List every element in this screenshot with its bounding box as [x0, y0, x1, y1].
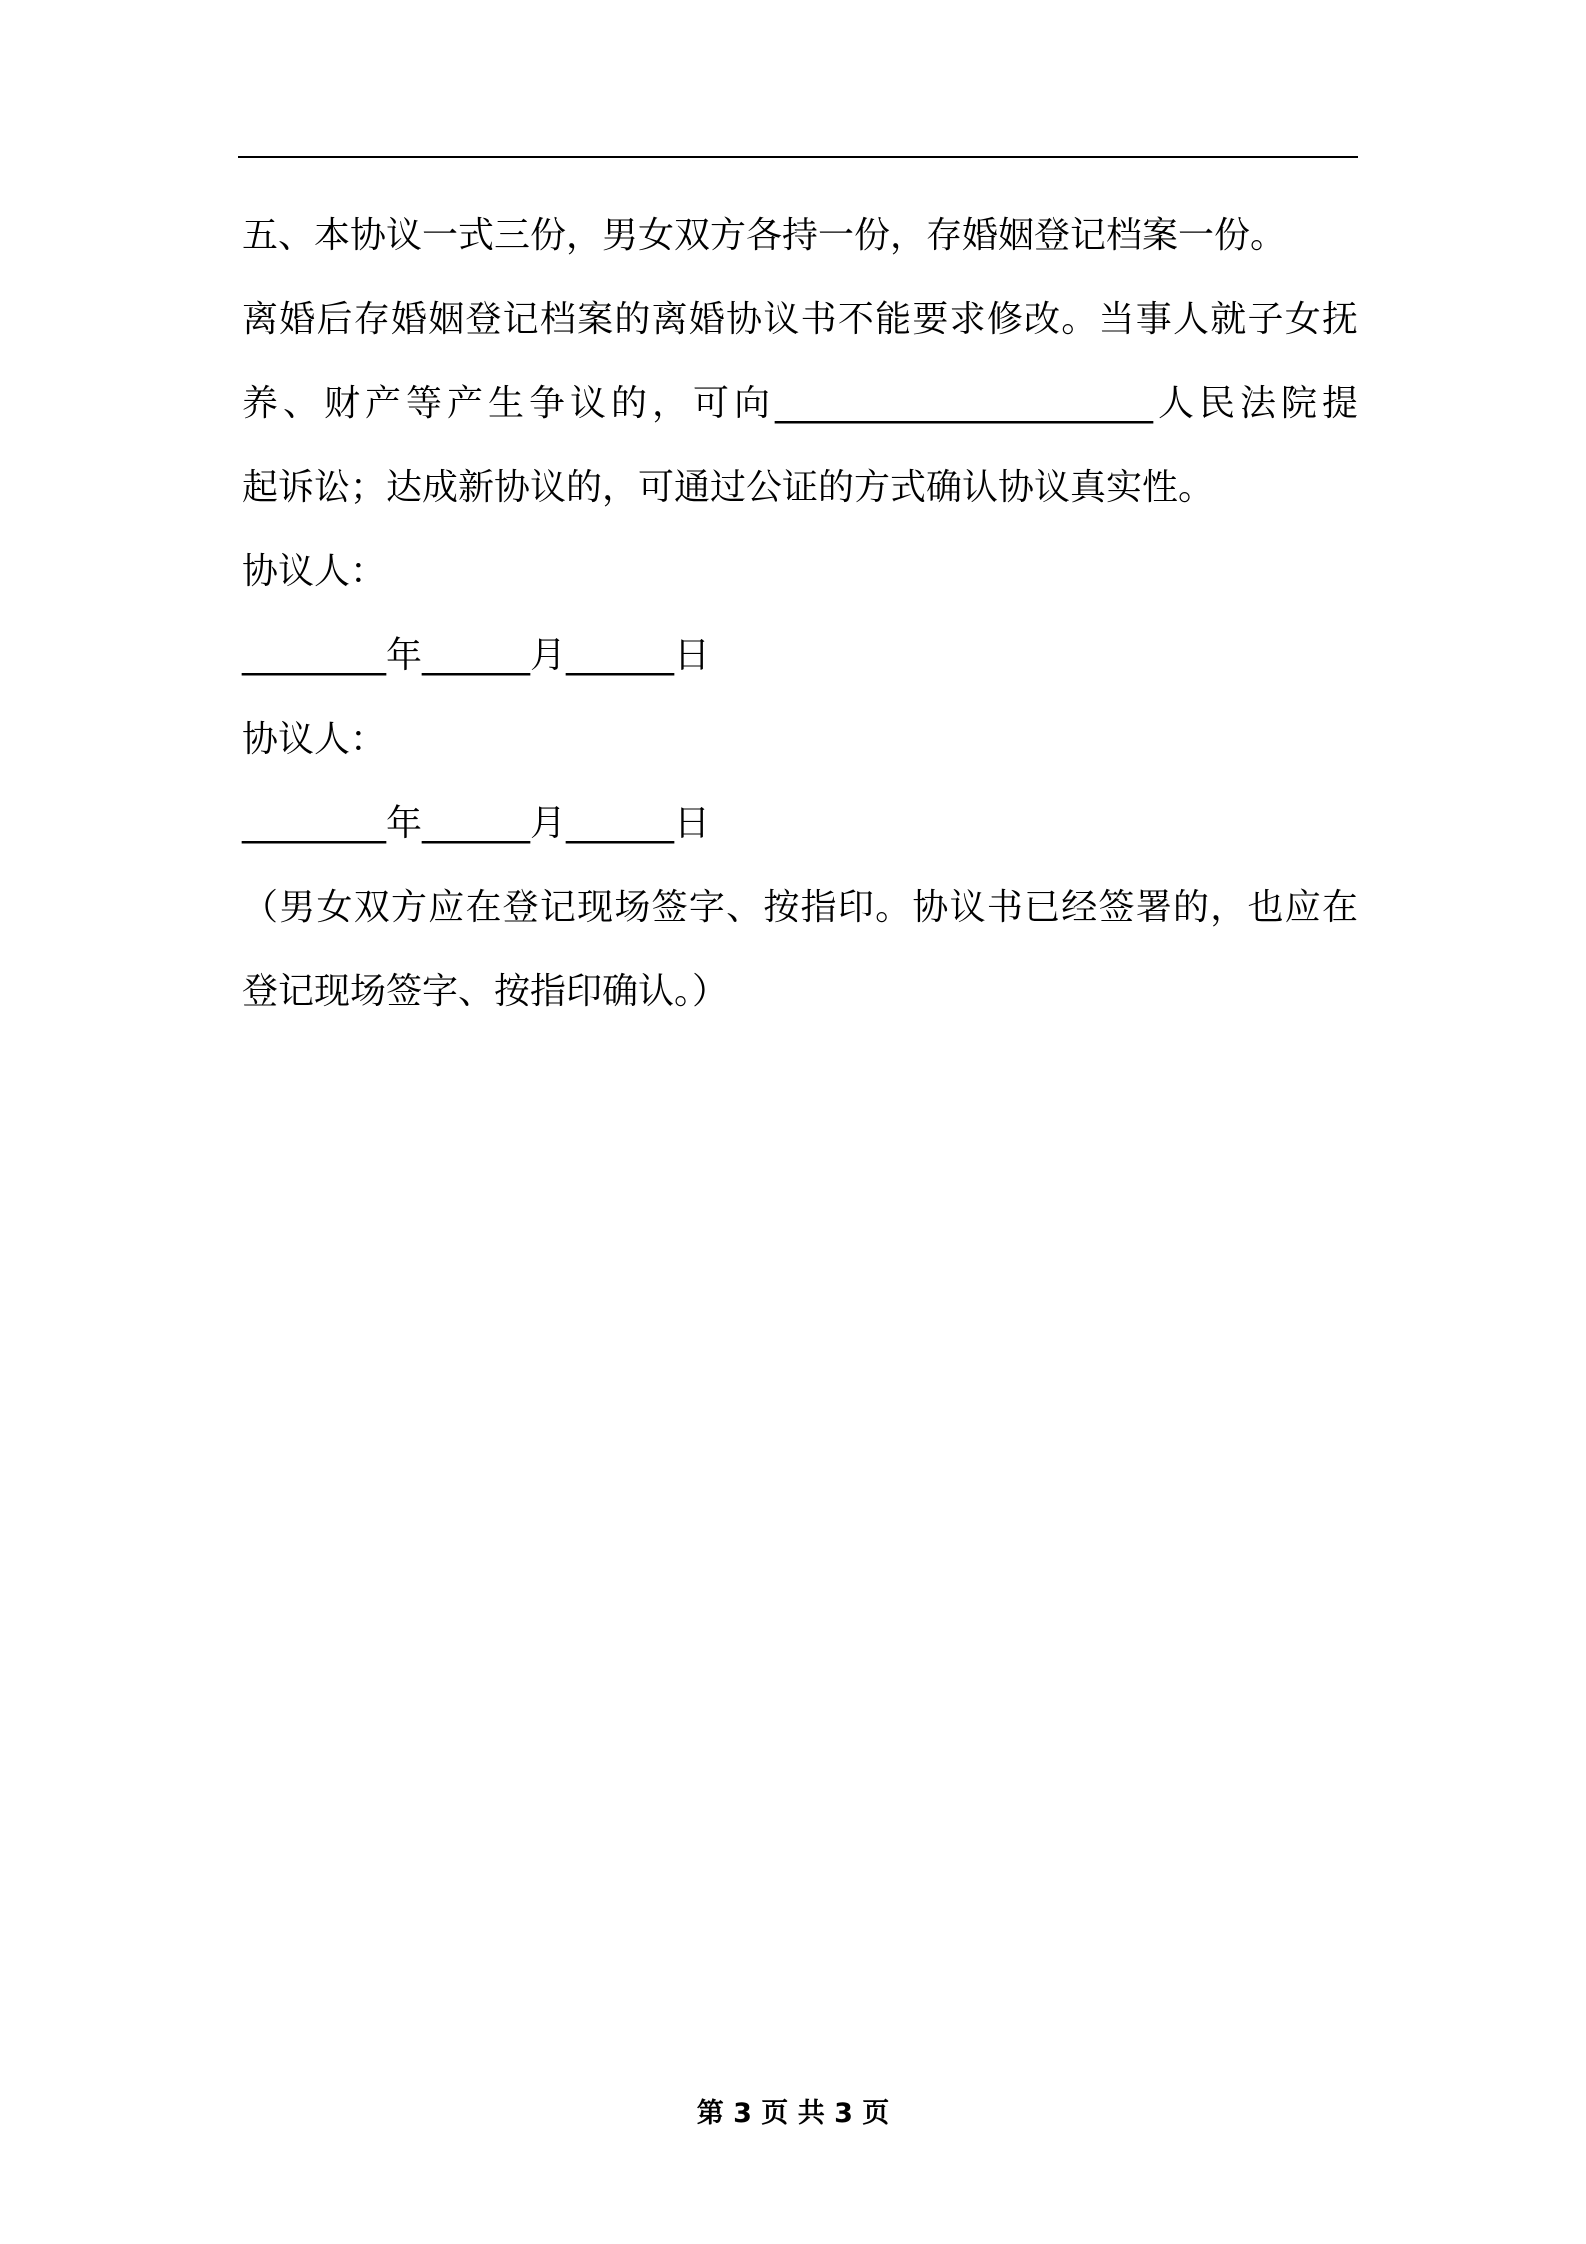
date-line-1: ________年______月______日	[242, 635, 710, 676]
page-number: 第 3 页 共 3 页	[696, 2098, 890, 2129]
signatory-label-1: 协议人：	[242, 551, 387, 592]
note-line-2: 登记现场签字、按指印确认。）	[242, 971, 729, 1012]
date-line-2: ________年______月______日	[242, 803, 710, 844]
header-rule	[238, 156, 1358, 158]
clause-five-line-1: 五、本协议一式三份，男女双方各持一份，存婚姻登记档案一份。	[242, 215, 1287, 256]
clause-five-line-4: 起诉讼；达成新协议的，可通过公证的方式确认协议真实性。	[242, 467, 1215, 508]
clause-five-line-3: 养、财产等产生争议的，可向_____________________人民法院提	[242, 383, 1358, 424]
signatory-label-2: 协议人：	[242, 719, 387, 760]
note-line-1: （男女双方应在登记现场签字、按指印。协议书已经签署的，也应在	[242, 887, 1358, 928]
document-body	[242, 194, 1358, 1034]
clause-five-line-2: 离婚后存婚姻登记档案的离婚协议书不能要求修改。当事人就子女抚	[242, 299, 1358, 340]
